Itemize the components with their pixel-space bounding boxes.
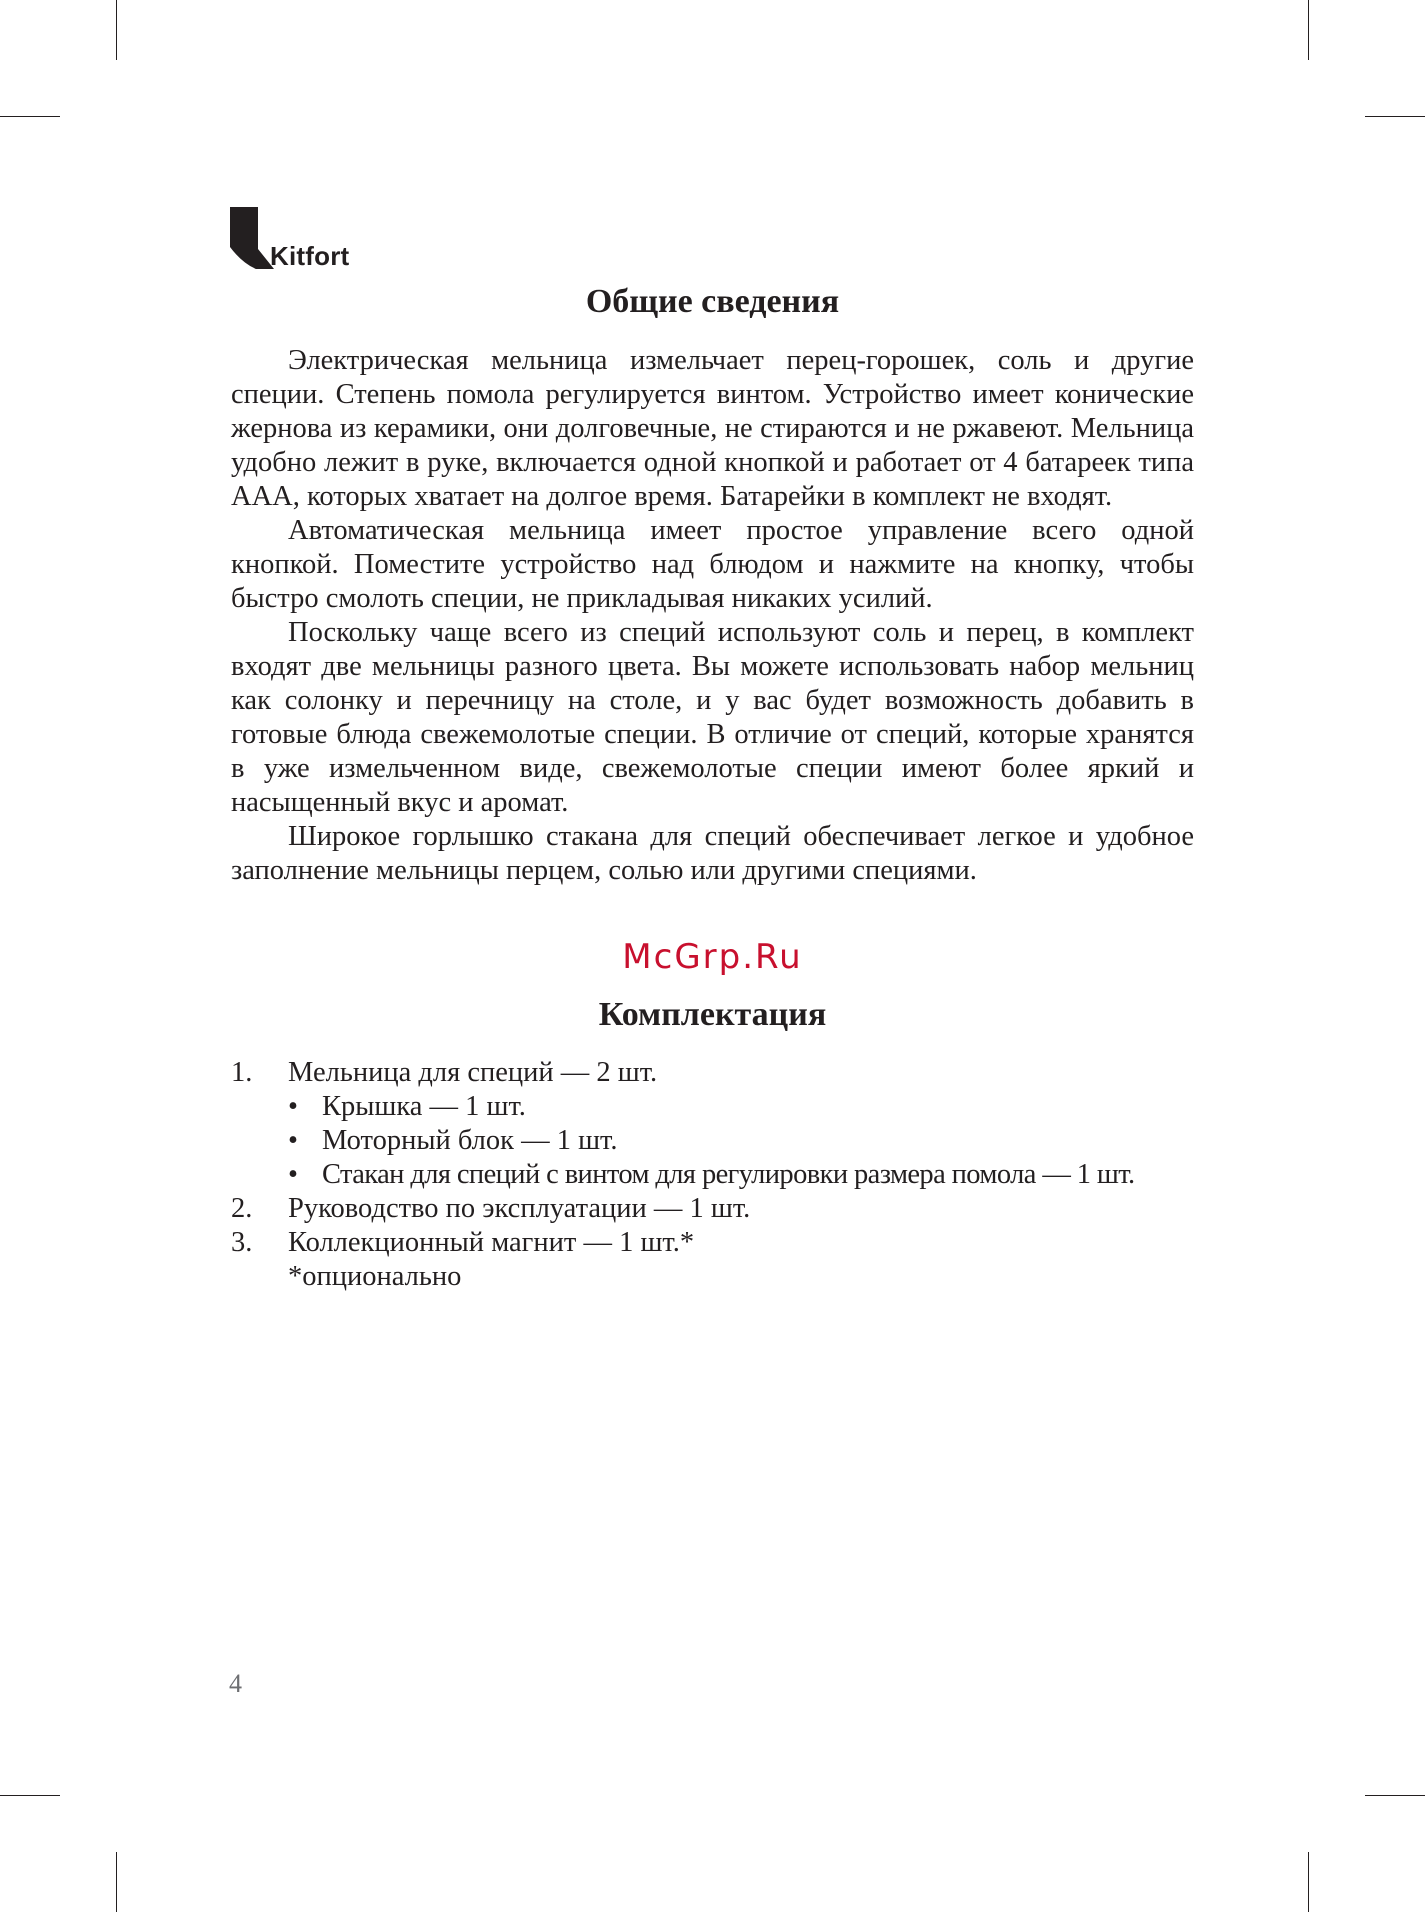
kit-list: [231, 1056, 1211, 1294]
list-item: [231, 1192, 1211, 1226]
crop-mark: [1365, 1795, 1425, 1796]
sub-list-item-text: Моторный блок — 1 шт.: [322, 1125, 618, 1156]
page-number: 4: [229, 1669, 242, 1698]
crop-mark: [116, 1852, 117, 1912]
list-item-text: Руководство по эксплуатации — 1 шт.: [288, 1193, 751, 1224]
footnote: *опционально: [288, 1261, 462, 1292]
crop-mark: [1365, 116, 1425, 117]
list-item-text: Коллекционный магнит — 1 шт.*: [288, 1227, 695, 1258]
list-item: [231, 1226, 1211, 1260]
paragraph: Широкое горлышко стакана для специй обеспечивает легкое и удобное заполнение мельницы перцем, солью или другими специями.: [231, 821, 1194, 886]
list-item: [231, 1056, 1211, 1090]
bullet: •: [288, 1159, 298, 1190]
bullet: •: [288, 1091, 298, 1122]
watermark: McGrp.Ru: [622, 937, 803, 977]
logo-brand-text: Kitfort: [270, 241, 350, 271]
paragraph: Поскольку чаще всего из специй используют соль и перец, в комплект входят две мельницы разного цвета. Вы можете использовать набор мельниц как солонку и перечницу на столе, и у вас будет возможность добавить в готовые блюда свежемолотые специи. В отличие от специй, которые хранятся в уже измельченном виде, свежемолотые специи имеют более яркий и насыщенный вкус и аромат.: [231, 617, 1194, 818]
list-number: 3.: [231, 1227, 253, 1258]
sub-list-item: [231, 1158, 1211, 1192]
paragraph: Автоматическая мельница имеет простое управление всего одной кнопкой. Поместите устройство над блюдом и нажмите на кнопку, чтобы быстро смолоть специи, не прикладывая никаких усилий.: [231, 515, 1194, 614]
section-title-general: Общие сведения: [585, 283, 840, 320]
crop-mark: [1308, 1852, 1309, 1912]
paragraph: Электрическая мельница измельчает перец-горошек, соль и другие специи. Степень помола регулируется винтом. Устройство имеет конические жернова из керамики, они долговечные, не стираются и не ржавеют. Мельница удобно лежит в руке, включается одной кнопкой и работает от 4 батареек типа ААА, которых хватает на долгое время. Батарейки в комплект не входят.: [231, 345, 1194, 512]
sub-list-item: [231, 1090, 1211, 1124]
crop-mark: [116, 0, 117, 60]
crop-mark: [0, 116, 60, 117]
crop-mark: [1308, 0, 1309, 60]
sub-list-item-text: Стакан для специй с винтом для регулировки размера помола — 1 шт.: [322, 1159, 1135, 1190]
sub-list-item-text: Крышка — 1 шт.: [322, 1091, 526, 1122]
sub-list-item: [231, 1124, 1211, 1158]
list-number: 2.: [231, 1193, 253, 1224]
list-number: 1.: [231, 1057, 253, 1088]
bullet: •: [288, 1125, 298, 1156]
kitfort-logo: [230, 207, 365, 269]
general-text: [231, 344, 1194, 888]
list-item-text: Мельница для специй — 2 шт.: [288, 1057, 658, 1088]
crop-mark: [0, 1795, 60, 1796]
section-title-kit: Комплектация: [598, 996, 827, 1033]
